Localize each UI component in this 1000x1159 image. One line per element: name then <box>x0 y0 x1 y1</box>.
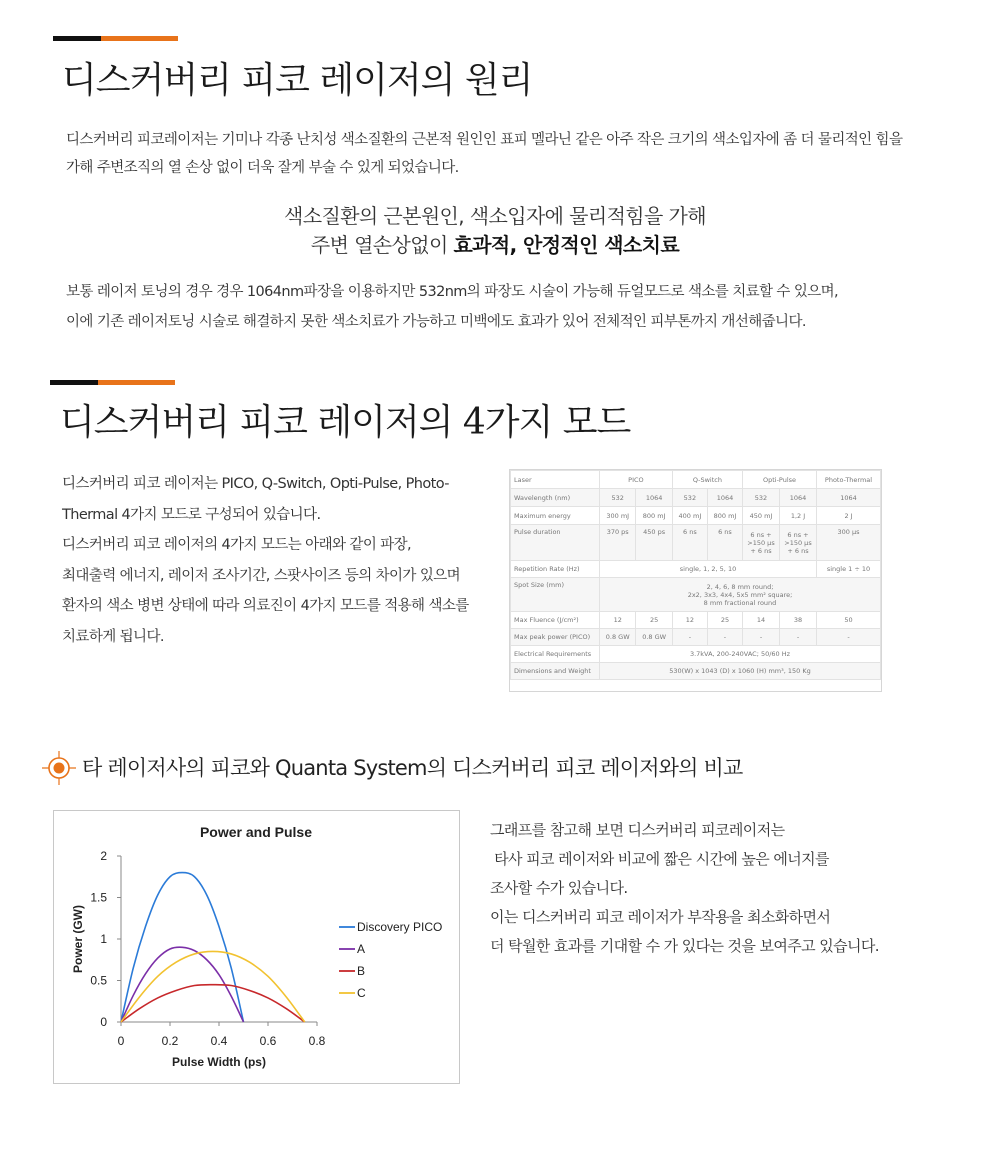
table-cell: 1064 <box>780 489 817 507</box>
table-cell: single 1 ÷ 10 <box>817 561 881 578</box>
table-row <box>511 629 881 646</box>
table-row <box>511 507 881 525</box>
table-cell: Opti-Pulse <box>743 471 817 489</box>
spot-size-line: 2, 4, 6, 8 mm round; <box>706 582 774 591</box>
table-row <box>511 525 881 561</box>
table-cell: 0.8 GW <box>600 629 636 646</box>
table-cell: 38 <box>780 612 817 629</box>
chart-title: Power and Pulse <box>199 824 313 840</box>
quote-bold: 효과적, 안정적인 색소치료 <box>453 233 680 257</box>
comparison-line-4: 이는 디스커버리 피코 레이저가 부작용을 최소화하면서 <box>490 908 831 926</box>
table-cell: Wavelength (nm) <box>511 489 600 507</box>
comparison-line-3: 조사할 수가 있습니다. <box>490 879 628 897</box>
comparison-line-1: 그래프를 참고해 보면 디스커버리 피코레이저는 <box>490 821 785 839</box>
legend-label-discovery-pico: Discovery PICO <box>357 920 443 934</box>
x-tick-label: 0 <box>117 1034 125 1048</box>
toning-line-1: 보통 레이저 토닝의 경우 경우 1064nm파장을 이용하지만 532nm의 파장도 시술이 가능해 듀얼모드로 색소를 치료할 수 있으며, <box>66 284 839 300</box>
table-cell: 25 <box>707 612 742 629</box>
table-cell: 532 <box>743 489 780 507</box>
table-cell: 3.7kVA, 200-240VAC; 50/60 Hz <box>600 646 881 663</box>
toning-line-2: 이에 기존 레이저토닝 시술로 해결하지 못한 색소치료가 가능하고 미백에도 효과가 있어 전체적인 피부톤까지 개선해줍니다. <box>66 314 806 330</box>
table-cell: - <box>707 629 742 646</box>
table-cell: 300 mJ <box>600 507 636 525</box>
principle-line-1: 디스커버리 피코레이저는 기미나 각종 난치성 색소질환의 근본적 원인인 표피 멜라닌 같은 아주 작은 크기의 색소입자에 좀 더 물리적인 힘을 <box>66 132 903 148</box>
table-cell: 532 <box>672 489 707 507</box>
spot-size-line: 8 mm fractional round <box>703 598 777 607</box>
table-cell: Spot Size (mm) <box>511 578 600 612</box>
y-axis-label: Power (GW) <box>71 905 85 973</box>
table-cell: - <box>780 629 817 646</box>
table-cell: - <box>672 629 707 646</box>
chart-svg <box>54 811 459 1083</box>
table-cell: 1064 <box>707 489 742 507</box>
x-axis-label: Pulse Width (ps) <box>172 1055 266 1069</box>
table-cell: 370 ps <box>600 525 636 561</box>
table-cell: 14 <box>743 612 780 629</box>
y-tick-label: 1.5 <box>90 890 107 905</box>
table-cell: 1064 <box>636 489 672 507</box>
section-heading-modes: 디스커버리 피코 레이저의 4가지 모드 <box>60 402 631 443</box>
series-line-c <box>121 951 305 1022</box>
table-cell: 400 mJ <box>672 507 707 525</box>
table-cell: 12 <box>600 612 636 629</box>
table-cell: PICO <box>600 471 673 489</box>
table-cell: Pulse duration <box>511 525 600 561</box>
table-cell: 6 ns <box>707 525 742 561</box>
table-cell: 800 mJ <box>707 507 742 525</box>
table-cell: Photo-Thermal <box>817 471 881 489</box>
table-cell: 6 ns + >150 µs + 6 ns <box>743 525 780 561</box>
x-tick-label: 0.2 <box>161 1034 179 1048</box>
principle-line-2: 가해 주변조직의 열 손상 없이 더욱 잘게 부술 수 있게 되었습니다. <box>66 160 459 176</box>
modes-line-3: 디스커버리 피코 레이저의 4가지 모드는 아래와 같이 파장, <box>62 537 412 553</box>
table-row <box>511 561 881 578</box>
highlight-quote-line-1: 색소질환의 근본원인, 색소입자에 물리적힘을 가해 <box>284 204 706 228</box>
table-cell: Repetition Rate (Hz) <box>511 561 600 578</box>
table-cell: Maximum energy <box>511 507 600 525</box>
table-row <box>511 646 881 663</box>
x-tick-label: 0.6 <box>259 1034 277 1048</box>
table-cell: 530(W) x 1043 (D) x 1060 (H) mm³, 150 Kg <box>600 663 881 680</box>
table-cell: 2 J <box>817 507 881 525</box>
table-cell: - <box>743 629 780 646</box>
table-row <box>511 578 881 612</box>
table-cell: 800 mJ <box>636 507 672 525</box>
table-cell: Electrical Requirements <box>511 646 600 663</box>
modes-line-2: Thermal 4가지 모드로 구성되어 있습니다. <box>62 506 321 523</box>
highlight-quote-line-2 <box>0 231 990 259</box>
table-cell: - <box>817 629 881 646</box>
table-row <box>511 471 881 489</box>
spec-table <box>509 469 882 692</box>
table-cell: Q-Switch <box>672 471 742 489</box>
comparison-paragraph <box>490 816 879 961</box>
table-cell: 450 mJ <box>743 507 780 525</box>
table-row <box>511 612 881 629</box>
table-cell: 0.8 GW <box>636 629 672 646</box>
modes-line-6: 치료하게 됩니다. <box>62 628 164 645</box>
x-tick-label: 0.8 <box>308 1034 326 1048</box>
table-cell: single, 1, 2, 5, 10 <box>600 561 817 578</box>
table-cell: Max peak power (PICO) <box>511 629 600 646</box>
table-cell: 6 ns <box>672 525 707 561</box>
legend-label-c: C <box>357 986 366 1000</box>
table-cell: Max Fluence (J/cm²) <box>511 612 600 629</box>
modes-line-5: 환자의 색소 병변 상태에 따라 의료진이 4가지 모드를 적용해 색소를 <box>62 598 469 614</box>
y-tick-label: 1 <box>100 932 107 946</box>
modes-line-4: 최대출력 에너지, 레이저 조사기간, 스팟사이즈 등의 차이가 있으며 <box>62 567 461 584</box>
table-cell: 50 <box>817 612 881 629</box>
y-tick-label: 0.5 <box>90 973 107 988</box>
modes-paragraph <box>62 469 469 652</box>
principle-paragraph <box>66 126 902 182</box>
section-divider-bar <box>50 380 175 385</box>
table-cell <box>600 578 881 612</box>
table-cell: 6 ns + >150 µs + 6 ns <box>780 525 817 561</box>
comparison-line-2: 타사 피코 레이저와 비교에 짧은 시간에 높은 에너지를 <box>490 850 829 868</box>
legend-label-b: B <box>357 964 366 978</box>
table-cell: 300 µs <box>817 525 881 561</box>
quote-prefix: 주변 열손상없이 <box>310 233 454 257</box>
table-cell: 532 <box>600 489 636 507</box>
table-cell: 1064 <box>817 489 881 507</box>
power-pulse-chart <box>53 810 460 1084</box>
comparison-line-5: 더 탁월한 효과를 기대할 수 가 있다는 것을 보여주고 있습니다. <box>490 937 879 955</box>
table-row <box>511 489 881 507</box>
section-heading-principle: 디스커버리 피코 레이저의 원리 <box>62 60 533 101</box>
table-cell: 25 <box>636 612 672 629</box>
series-line-b <box>121 985 305 1022</box>
table-cell: Dimensions and Weight <box>511 663 600 680</box>
toning-paragraph <box>66 277 838 337</box>
table-cell: 12 <box>672 612 707 629</box>
legend-label-a: A <box>357 942 366 956</box>
y-tick-label: 2 <box>100 849 107 863</box>
table-cell: Laser <box>511 471 600 489</box>
table-row <box>511 663 881 680</box>
spot-size-line: 2x2, 3x3, 4x4, 5x5 mm² square; <box>687 590 793 599</box>
y-tick-label: 0 <box>100 1015 107 1029</box>
table-cell: 450 ps <box>636 525 672 561</box>
modes-line-1: 디스커버리 피코 레이저는 PICO, Q-Switch, Opti-Pulse, Photo- <box>62 476 449 492</box>
section-heading-comparison: 타 레이저사의 피코와 Quanta System의 디스커버리 피코 레이저와의 비교 <box>82 756 743 780</box>
table-cell: 1,2 J <box>780 507 817 525</box>
x-tick-label: 0.4 <box>210 1034 228 1048</box>
section-divider-bar <box>53 36 178 41</box>
target-icon <box>42 751 76 785</box>
